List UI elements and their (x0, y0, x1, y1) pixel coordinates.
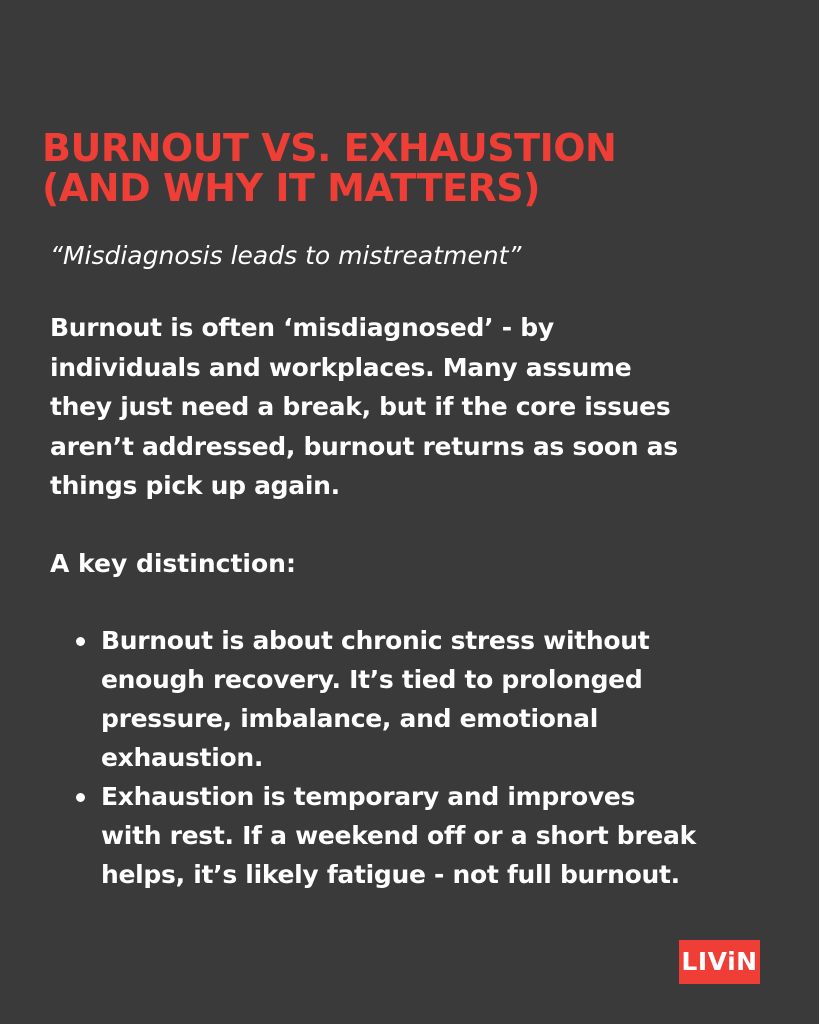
body-line: they just need a break, but if the core issues (50, 392, 671, 421)
bullet-line: Burnout is about chronic stress without (101, 625, 650, 655)
distinction-list (42, 621, 782, 894)
bullet-line: Exhaustion is temporary and improves (101, 781, 636, 811)
livin-logo: LIViN (679, 940, 760, 984)
page-title (42, 128, 782, 208)
body-line: Burnout is often ‘misdiagnosed’ - by (50, 313, 554, 342)
bullet-line: exhaustion. (101, 742, 264, 772)
list-item-burnout (42, 621, 782, 777)
bullet-line: helps, it’s likely fatigue - not full burnout. (101, 859, 680, 889)
body-paragraph (50, 308, 782, 506)
bullet-line: pressure, imbalance, and emotional (101, 703, 599, 733)
body-line: individuals and workplaces. Many assume (50, 352, 632, 382)
post-content (42, 128, 782, 894)
body-line: things pick up again. (50, 471, 340, 500)
body-line: aren’t addressed, burnout returns as soon as (50, 431, 678, 461)
title-line-1: BURNOUT VS. EXHAUSTION (42, 126, 617, 170)
bullet-dot-icon (76, 637, 85, 646)
list-item-exhaustion (42, 777, 782, 894)
bullet-line: enough recovery. It’s tied to prolonged (101, 664, 643, 694)
subtitle-quote: “Misdiagnosis leads to mistreatment” (50, 241, 522, 270)
title-line-2: (AND WHY IT MATTERS) (42, 166, 541, 210)
bullet-line: with rest. If a weekend off or a short break (101, 820, 696, 850)
bullet-dot-icon (76, 793, 85, 802)
key-distinction-label: A key distinction: (50, 548, 296, 578)
